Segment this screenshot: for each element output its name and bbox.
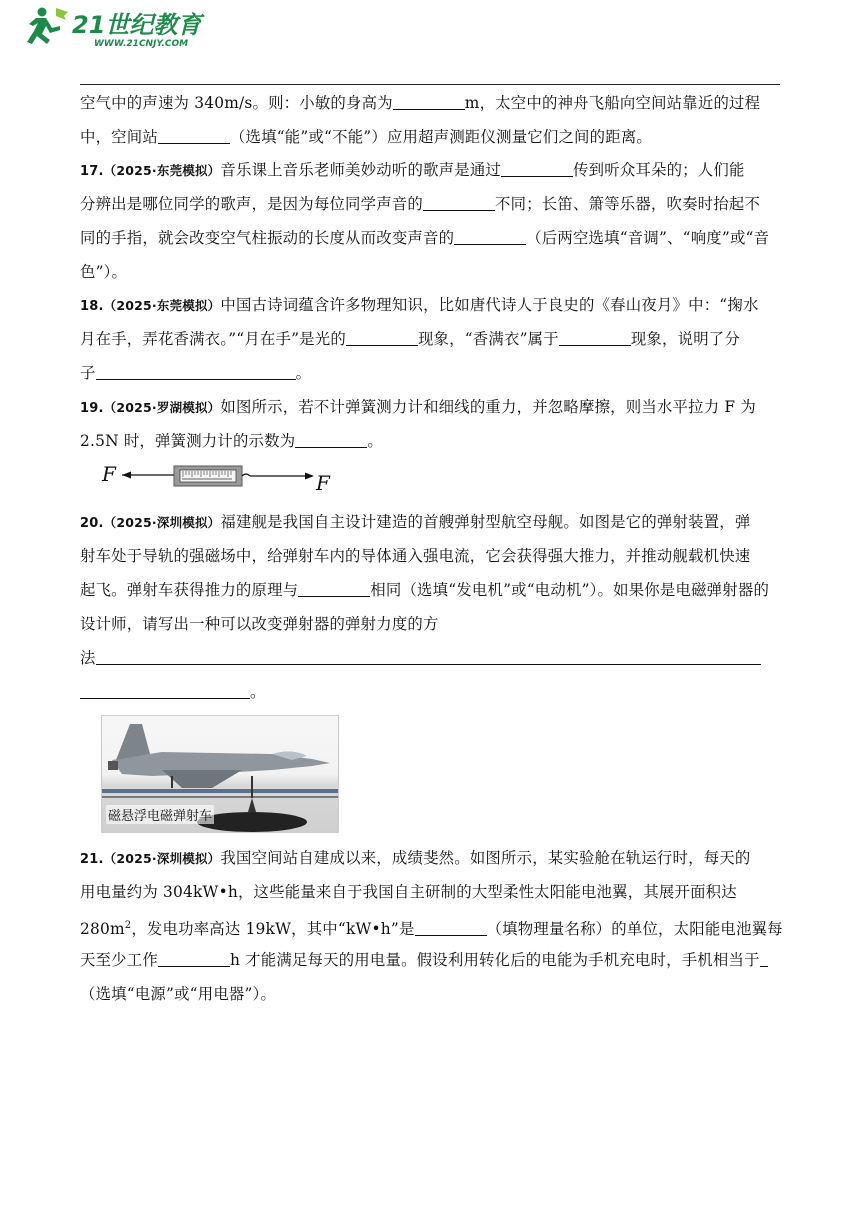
q21-line-5 [80,984,276,1004]
superscript: 2 [124,920,132,931]
question-source: （2025·东莞模拟） [103,298,221,313]
answer-blank [298,580,370,597]
q19-text: 如图所示，若不计弹簧测力计和细线的重力，并忽略摩擦，则当水平拉力 F 为 [220,398,756,416]
q19-line-1 [80,397,756,419]
spring-scale-figure [100,463,340,495]
right-arrow-icon [305,473,314,480]
answer-blank [80,682,250,699]
q17-line-4 [80,262,127,282]
q20-text: 设计师，请写出一种可以改变弹射器的弹射力度的方 [80,615,439,633]
logo-text: 21世纪教育 [72,11,202,39]
q21-text: （选填“电源”或“用电器”）。 [80,985,277,1003]
answer-blank [559,329,631,346]
q16-text: 中，空间站 [80,128,158,146]
answer-blank [96,648,761,665]
q18-text: 。 [295,364,312,382]
answer-blank [96,363,296,380]
q21-text: 280m [80,920,125,939]
q20-line-2 [80,546,750,566]
q21-text: 用电量约为 304kW•h，这些能量来自于我国自主研制的大型柔性太阳能电池翼，其展开面积达 [80,883,737,901]
q17-text: 音乐课上音乐老师美妙动听的歌声是通过 [220,161,502,179]
q21-text: （填物理量名称）的单位，太阳能电池翼每 [486,920,783,939]
q16-line-1 [80,93,760,113]
figure-caption: 磁悬浮电磁弹射车 [106,805,214,824]
force-label-left: F [102,463,116,486]
header-rule [80,84,780,85]
q17-text: 不同；长笛、箫等乐器，吹奏时抬起不 [495,195,761,213]
answer-blank [415,919,487,936]
q17-text: 分辨出是哪位同学的歌声，是因为每位同学声音的 [80,195,423,213]
answer-blank [295,431,367,448]
q20-text: 起飞。弹射车获得推力的原理与 [80,581,299,599]
q20-text: 射车处于导轨的强磁场中，给弹射车内的导体通入强电流，它会获得强大推力，并推动舰载机快速 [80,547,751,565]
q17-line-2 [80,194,760,214]
question-source: （2025·罗湖模拟） [103,400,221,415]
q18-line-2 [80,329,740,349]
q17-text: 同的手指，就会改变空气柱振动的长度从而改变声音的 [80,229,455,247]
runner-icon [27,8,68,45]
question-number: 20. [80,516,104,531]
hook-icon [242,474,250,476]
q18-text: 现象，“香满衣”属于 [417,330,559,348]
answer-blank [158,127,230,144]
question-number: 17. [80,164,104,179]
q20-text: 法 [80,649,96,667]
answer-blank [158,950,230,967]
q19-text: 2.5N 时，弹簧测力计的示数为 [80,432,296,450]
q21-text: 我国空间站自建成以来，成绩斐然。如图所示，某实验舱在轨运行时，每天的 [220,849,751,867]
question-source: （2025·深圳模拟） [103,851,221,866]
answer-blank [501,160,573,177]
answer-blank [454,228,526,245]
q16-text: （选填“能”或“不能”）应用超声测距仪测量它们之间的距离。 [229,128,653,146]
q21-line-2 [80,882,737,902]
q20-line-1 [80,512,750,534]
q21-line-3 [80,916,783,939]
q18-text: 月在手，弄花香满衣。”“月在手”是光的 [80,330,346,348]
answer-blank [393,93,465,110]
q20-line-5 [80,648,761,668]
answer-blank [423,194,495,211]
logo-url: WWW.21CNJY.COM [94,39,189,49]
logo [22,4,272,50]
q18-line-3 [80,363,311,383]
q21-text: ，发电功率高达 19kW，其中“kW•h”是 [131,920,415,939]
q20-text: 。 [250,683,266,701]
q16-line-2 [80,127,652,147]
q20-line-6 [80,682,266,702]
question-number: 18. [80,299,104,314]
answer-blank [760,950,768,967]
q21-line-1 [80,848,750,870]
catapult-jet-figure [101,715,339,833]
q21-text: h 才能满足每天的用电量。假设利用转化后的电能为手机充电时，手机相当于 [229,951,760,969]
q17-text: 传到听众耳朵的；人们能 [573,161,745,179]
q18-text: 现象，说明了分 [630,330,740,348]
question-number: 19. [80,401,104,416]
q20-line-4 [80,614,439,634]
q18-line-1 [80,295,759,317]
q16-text: 空气中的声速为 340m/s。则：小敏的身高为 [80,94,393,112]
q20-text: 相同（选填“发电机”或“电动机”）。如果你是电磁弹射器的 [370,581,770,599]
scale-window [180,470,236,482]
q20-line-3 [80,580,769,600]
q17-text: （后两空选填“音调”、“响度”或“音 [526,229,770,247]
q18-text: 中国古诗词蕴含许多物理知识，比如唐代诗人于良史的《春山夜月》中：“掬水 [220,296,759,314]
question-number: 21. [80,852,104,867]
answer-blank [346,329,418,346]
q17-line-1 [80,160,745,182]
q21-text: 天至少工作 [80,951,158,969]
q17-line-3 [80,228,769,248]
q21-line-4 [80,950,768,970]
question-source: （2025·东莞模拟） [103,163,221,178]
left-arrow-icon [122,472,131,479]
question-source: （2025·深圳模拟） [103,515,221,530]
q19-line-2 [80,431,383,451]
q20-text: 福建舰是我国自主设计建造的首艘弹射型航空母舰。如图是它的弹射装置，弹 [220,513,751,531]
force-label-right: F [316,471,330,495]
q19-text: 。 [367,432,383,450]
q17-text: 色”）。 [80,263,128,281]
q16-text: m，太空中的神舟飞船向空间站靠近的过程 [464,94,761,112]
q18-text: 子 [80,364,96,382]
